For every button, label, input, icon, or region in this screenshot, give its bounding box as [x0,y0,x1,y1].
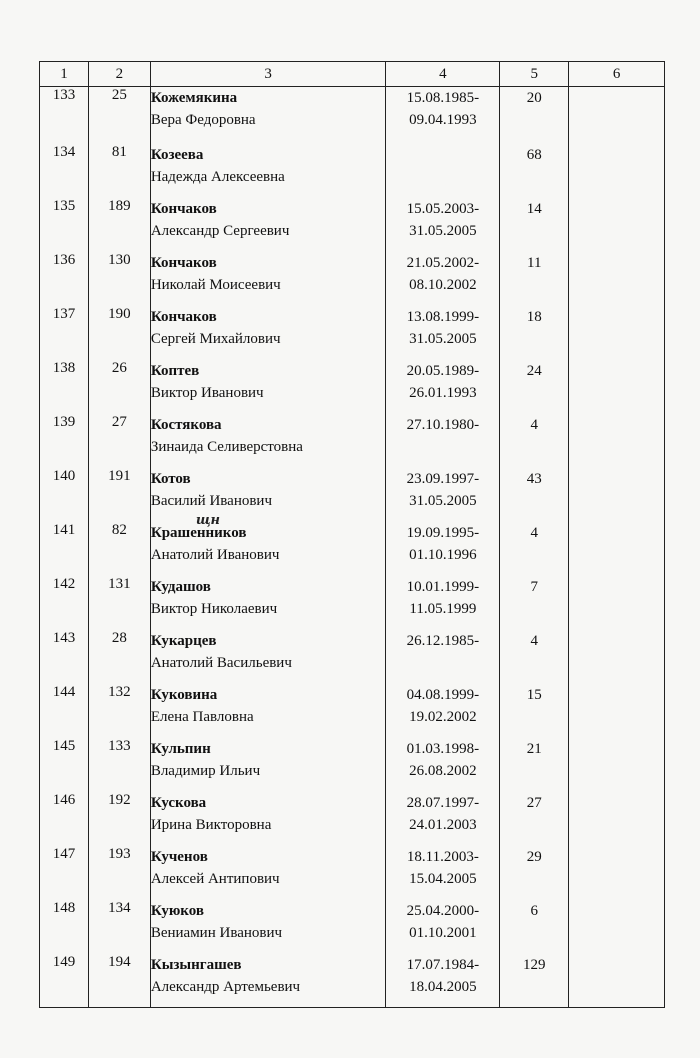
date-end: 31.05.2005 [409,222,477,239]
date-start: 13.08.1999- [406,308,480,325]
date-start: 20.05.1989- [406,362,480,379]
register-table [39,61,665,1008]
table-row [40,846,665,900]
table-row [40,306,665,360]
notes-cell [569,252,665,306]
given-name: Александр Сергеевич [150,222,290,239]
notes-cell [569,792,665,846]
surname [151,576,386,598]
notes-cell [569,87,665,144]
person-cell [150,414,386,468]
person-cell [150,576,386,630]
header-row [40,62,665,87]
given-name: Надежда Алексеевна [150,168,285,185]
person-cell [150,900,386,954]
date-start: 21.05.2002- [406,254,480,271]
given-name: Владимир Ильич [150,762,261,779]
person-cell [150,630,386,684]
dates-cell [386,630,500,684]
case-number: 131 [88,576,150,630]
surname-text: Крашенников [150,524,247,541]
date-end: 31.05.2005 [409,330,477,347]
date-end: 01.10.1996 [409,546,477,563]
date-end: 31.05.2005 [409,492,477,509]
date-start: 25.04.2000- [406,902,480,919]
person-cell [150,252,386,306]
row-number: 133 [40,87,89,144]
table-row [40,414,665,468]
dates-cell [386,792,500,846]
header-col-2: 2 [88,62,150,87]
table-row [40,87,665,144]
person-cell [150,144,386,198]
table-row [40,738,665,792]
table-row [40,954,665,1008]
person-cell [150,954,386,1008]
count-cell: 20 [500,87,569,144]
count-cell: 14 [500,198,569,252]
table-row [40,252,665,306]
given-name: Сергей Михайлович [150,330,281,347]
count-cell: 43 [500,468,569,522]
case-number: 132 [88,684,150,738]
count-cell: 6 [500,900,569,954]
notes-cell [569,684,665,738]
given-name: Алексей Антипович [150,870,280,887]
date-end: 15.04.2005 [409,870,477,887]
notes-cell [569,306,665,360]
surname-text: Коптев [150,362,200,379]
surname-text: Куковина [150,686,218,703]
table-row [40,900,665,954]
notes-cell [569,468,665,522]
surname [151,306,386,328]
surname-text: Кончаков [150,254,217,271]
count-cell: 68 [500,144,569,198]
dates-cell [386,252,500,306]
date-end: 09.04.1993 [409,112,477,128]
surname-text: Козеева [150,146,204,163]
surname [151,360,386,382]
handwritten-correction: щн [195,512,221,528]
header-col-5: 5 [500,62,569,87]
count-cell: 18 [500,306,569,360]
surname [151,198,386,220]
case-number: 25 [88,87,150,144]
table-row [40,630,665,684]
row-number: 135 [40,198,89,252]
case-number: 190 [88,306,150,360]
surname-text: Кончаков [150,200,217,217]
person-cell [150,468,386,522]
surname-text: Костякова [150,416,222,433]
surname-text: Кученов [150,848,208,865]
row-number: 149 [40,954,89,1008]
date-start: 26.12.1985- [406,632,480,649]
case-number: 27 [88,414,150,468]
dates-cell [386,522,500,576]
case-number: 130 [88,252,150,306]
case-number: 192 [88,792,150,846]
date-end: 26.08.2002 [409,762,477,779]
date-start: 23.09.1997- [406,470,480,487]
row-number: 143 [40,630,89,684]
table-row [40,468,665,522]
case-number: 191 [88,468,150,522]
surname-text: Кудашов [150,578,211,595]
row-number: 137 [40,306,89,360]
count-cell: 4 [500,522,569,576]
date-end: 01.10.2001 [409,924,477,941]
case-number: 193 [88,846,150,900]
given-name: Ирина Викторовна [150,816,272,833]
row-number: 147 [40,846,89,900]
count-cell: 4 [500,414,569,468]
date-start: 01.03.1998- [406,740,480,757]
date-start: 15.05.2003- [406,200,480,217]
dates-cell [386,414,500,468]
given-name: Зинаида Селиверстовна [150,438,303,455]
header-col-4: 4 [386,62,500,87]
count-cell: 24 [500,360,569,414]
dates-cell [386,684,500,738]
count-cell: 15 [500,684,569,738]
case-number: 133 [88,738,150,792]
surname-text: Кызынгашев [150,956,242,973]
person-cell [150,360,386,414]
date-end [386,652,499,674]
count-cell: 4 [500,630,569,684]
case-number: 194 [88,954,150,1008]
given-name: Василий Иванович [150,492,273,509]
date-start: 27.10.1980- [406,416,480,433]
dates-cell [386,900,500,954]
case-number: 26 [88,360,150,414]
count-cell: 11 [500,252,569,306]
notes-cell [569,900,665,954]
date-end [386,436,499,458]
surname [151,846,386,868]
given-name: Елена Павловна [150,708,254,725]
dates-cell [386,576,500,630]
header-col-6: 6 [569,62,665,87]
date-end [386,166,499,188]
case-number: 82 [88,522,150,576]
date-end: 08.10.2002 [409,276,477,293]
case-number: 134 [88,900,150,954]
given-name: Александр Артемьевич [150,978,301,995]
row-number: 136 [40,252,89,306]
person-cell [150,684,386,738]
surname-text: Кожемякина [150,90,238,106]
surname [151,630,386,652]
surname [151,684,386,706]
row-number: 142 [40,576,89,630]
date-start: 15.08.1985- [406,90,480,106]
given-name: Виктор Иванович [150,384,264,401]
surname-text: Куюков [150,902,204,919]
person-cell [150,738,386,792]
count-cell: 27 [500,792,569,846]
surname-text: Кульпин [150,740,211,757]
row-number: 134 [40,144,89,198]
date-end: 18.04.2005 [409,978,477,995]
surname [151,792,386,814]
date-start [386,144,499,166]
row-number: 138 [40,360,89,414]
given-name: Анатолий Иванович [150,546,280,563]
date-start: 17.07.1984- [406,956,480,973]
surname [151,954,386,976]
given-name: Вениамин Иванович [150,924,283,941]
row-number: 141 [40,522,89,576]
given-name: Николай Моисеевич [150,276,281,293]
surname-text: Кускова [150,794,207,811]
notes-cell [569,738,665,792]
table-row [40,684,665,738]
person-cell [150,846,386,900]
table-row [40,198,665,252]
surname-text: Котов [150,470,191,487]
surname [151,144,386,166]
notes-cell [569,414,665,468]
row-number: 148 [40,900,89,954]
dates-cell [386,144,500,198]
surname [151,414,386,436]
dates-cell [386,738,500,792]
case-number: 28 [88,630,150,684]
date-start: 10.01.1999- [406,578,480,595]
case-number: 189 [88,198,150,252]
date-end: 11.05.1999 [409,600,477,617]
table-row [40,792,665,846]
dates-cell [386,87,500,144]
row-number: 145 [40,738,89,792]
person-cell [150,306,386,360]
date-end: 24.01.2003 [409,816,477,833]
count-cell: 21 [500,738,569,792]
given-name: Вера Федоровна [150,112,256,128]
table-row [40,522,665,576]
dates-cell [386,468,500,522]
person-cell [150,87,386,144]
surname [150,512,386,544]
notes-cell [569,576,665,630]
dates-cell [386,954,500,1008]
table-row [40,576,665,630]
surname-text: Кукарцев [150,632,217,649]
header-col-1: 1 [40,62,89,87]
row-number: 140 [40,468,89,522]
row-number: 144 [40,684,89,738]
date-end: 19.02.2002 [409,708,477,725]
given-name: Анатолий Васильевич [150,654,292,671]
date-end: 26.01.1993 [409,384,477,401]
date-start: 28.07.1997- [406,794,480,811]
date-start: 18.11.2003- [406,848,479,865]
surname-text: Кончаков [150,308,217,325]
notes-cell [569,846,665,900]
notes-cell [569,360,665,414]
given-name: Виктор Николаевич [150,600,278,617]
count-cell: 7 [500,576,569,630]
date-start: 19.09.1995- [406,524,480,541]
header-col-3: 3 [150,62,386,87]
dates-cell [386,306,500,360]
row-number: 146 [40,792,89,846]
surname [151,900,386,922]
dates-cell [386,360,500,414]
surname [151,252,386,274]
table-row [40,144,665,198]
person-cell [150,512,386,576]
person-cell [150,792,386,846]
count-cell: 29 [500,846,569,900]
notes-cell [569,198,665,252]
notes-cell [569,522,665,576]
surname [151,87,386,109]
notes-cell [569,954,665,1008]
table-row [40,360,665,414]
case-number: 81 [88,144,150,198]
person-cell [150,198,386,252]
surname [151,738,386,760]
dates-cell [386,198,500,252]
notes-cell [569,144,665,198]
notes-cell [569,630,665,684]
date-start: 04.08.1999- [406,686,480,703]
row-number: 139 [40,414,89,468]
count-cell: 129 [500,954,569,1008]
dates-cell [386,846,500,900]
surname [151,468,386,490]
